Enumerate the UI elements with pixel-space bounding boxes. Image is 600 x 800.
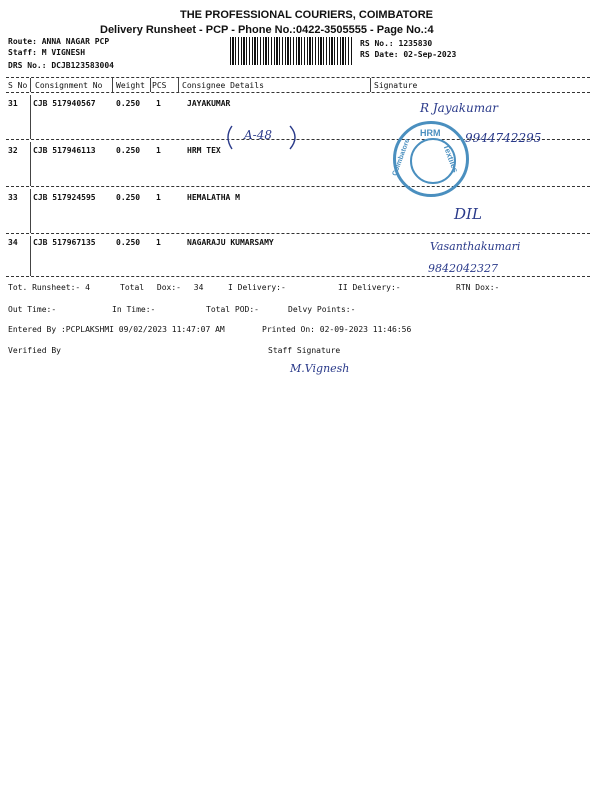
table-header-divider bbox=[370, 78, 371, 92]
row-divider bbox=[30, 236, 31, 276]
row-sno: 31 bbox=[8, 99, 18, 108]
stamp-text-left: Coimbatore bbox=[391, 138, 412, 177]
stamp-text-top: HRM bbox=[420, 128, 441, 138]
row-consignment: CJB 517967135 bbox=[33, 238, 96, 247]
out-time: Out Time:- bbox=[8, 305, 57, 314]
col-header-signature: Signature bbox=[374, 81, 418, 90]
staff-signature: M.Vignesh bbox=[290, 362, 350, 375]
col-header-sno: S No bbox=[8, 81, 28, 90]
col-header-pcs: PCS bbox=[152, 81, 167, 90]
row-rule bbox=[6, 276, 590, 277]
table-header-divider bbox=[150, 78, 151, 92]
row-rule bbox=[6, 186, 590, 187]
route-label: Route: ANNA NAGAR PCP bbox=[8, 37, 110, 46]
row-sno: 33 bbox=[8, 193, 18, 202]
row-sno: 34 bbox=[8, 238, 18, 247]
rtn-dox: RTN Dox:- bbox=[456, 283, 500, 292]
row-consignment: CJB 517924595 bbox=[33, 193, 96, 202]
rs-number: RS No.: 1235830 bbox=[360, 39, 433, 48]
printed-on: Printed On: 02-09-2023 11:46:56 bbox=[262, 325, 412, 334]
row-sno: 32 bbox=[8, 146, 18, 155]
total-pod: Total POD:- bbox=[206, 305, 259, 314]
row-consignee: JAYAKUMAR bbox=[187, 99, 231, 108]
row-weight: 0.250 bbox=[116, 193, 141, 202]
staff-label: Staff: M VIGNESH bbox=[8, 48, 86, 57]
row-consignment: CJB 517946113 bbox=[33, 146, 96, 155]
i-delivery: I Delivery:- bbox=[228, 283, 286, 292]
row-divider bbox=[30, 142, 31, 186]
row-divider bbox=[30, 189, 31, 233]
row-consignee: NAGARAJU KUMARSAMY bbox=[187, 238, 274, 247]
entered-by: Entered By :PCPLAKSHMI 09/02/2023 11:47:07 AM bbox=[8, 325, 225, 334]
row-pcs: 1 bbox=[156, 146, 161, 155]
drs-number: DRS No.: DCJB123583004 bbox=[8, 61, 114, 70]
row-consignee: HEMALATHA M bbox=[187, 193, 240, 202]
col-header-consignee: Consignee Details bbox=[182, 81, 264, 90]
handwritten-note: A-48 bbox=[244, 128, 272, 142]
handwritten-signature: Vasanthakumari bbox=[430, 240, 521, 253]
handwritten-signature: R Jayakumar bbox=[420, 101, 499, 115]
in-time: In Time:- bbox=[112, 305, 156, 314]
table-header-divider bbox=[30, 78, 31, 92]
col-header-consignment: Consignment No bbox=[35, 81, 103, 90]
row-pcs: 1 bbox=[156, 99, 161, 108]
col-header-weight: Weight bbox=[116, 81, 145, 90]
row-divider bbox=[30, 95, 31, 139]
table-top-rule bbox=[6, 77, 590, 78]
runsheet-subtitle: Delivery Runsheet - PCP - Phone No.:0422-3505555 - Page No.:4 bbox=[100, 24, 434, 36]
handwritten-bracket bbox=[222, 122, 302, 152]
ii-delivery: II Delivery:- bbox=[338, 283, 401, 292]
rs-date: RS Date: 02-Sep-2023 bbox=[360, 50, 457, 59]
row-weight: 0.250 bbox=[116, 238, 141, 247]
verified-by: Verified By bbox=[8, 346, 61, 355]
stamp-text-right: Textiles bbox=[441, 143, 460, 174]
row-pcs: 1 bbox=[156, 238, 161, 247]
row-rule bbox=[6, 233, 590, 234]
handwritten-phone: 9842042327 bbox=[428, 262, 498, 275]
barcode bbox=[230, 37, 352, 65]
delvy-points: Delvy Points:- bbox=[288, 305, 356, 314]
total-dox: Total Dox:- 34 bbox=[120, 283, 204, 292]
row-consignee: HRM TEX bbox=[187, 146, 221, 155]
row-consignment: CJB 517940567 bbox=[33, 99, 96, 108]
table-header-rule bbox=[6, 92, 590, 93]
handwritten-signature: DIL bbox=[454, 205, 482, 223]
company-title: THE PROFESSIONAL COURIERS, COIMBATORE bbox=[180, 9, 434, 21]
staff-signature-label: Staff Signature bbox=[268, 346, 341, 355]
table-header-divider bbox=[178, 78, 179, 92]
tot-runsheet: Tot. Runsheet:- 4 bbox=[8, 283, 90, 292]
row-pcs: 1 bbox=[156, 193, 161, 202]
handwritten-phone: 9944742295 bbox=[465, 131, 542, 145]
table-header-divider bbox=[112, 78, 113, 92]
row-weight: 0.250 bbox=[116, 146, 141, 155]
row-weight: 0.250 bbox=[116, 99, 141, 108]
company-stamp bbox=[393, 121, 469, 197]
